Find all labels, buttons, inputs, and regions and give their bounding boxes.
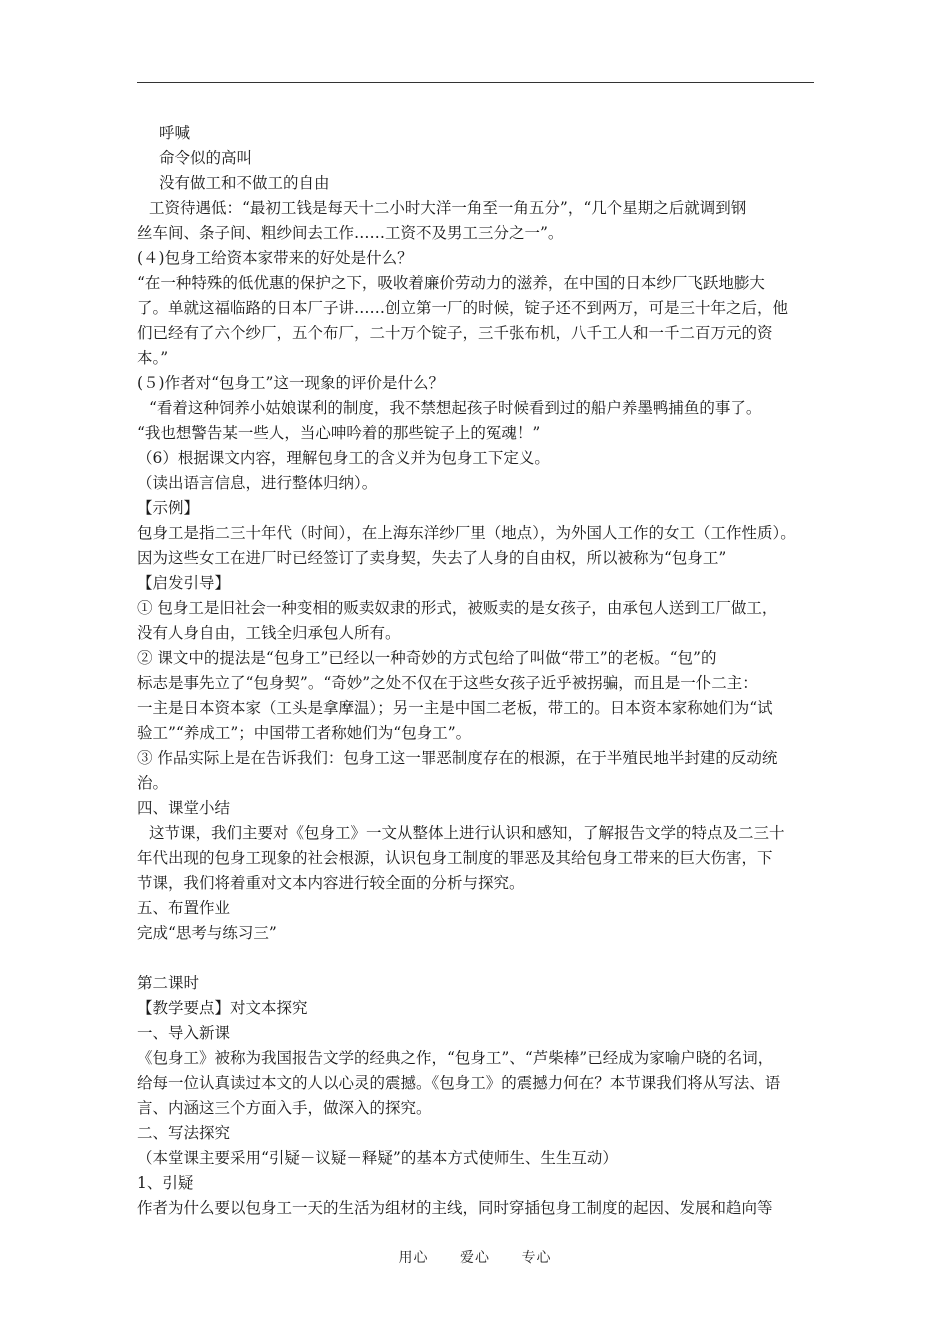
text-line: 这节课，我们主要对《包身工》一文从整体上进行认识和感知，了解报告文学的特点及二三十: [149, 824, 785, 842]
text-line: 一主是日本资本家（工头是拿摩温）；另一主是中国二老板，带工的。日本资本家称她们为“试: [137, 699, 773, 717]
text-line: 工资待遇低：“最初工钱是每天十二小时大洋一角至一角五分”，“几个星期之后就调到钢: [149, 199, 747, 217]
text-line: 《包身工》被称为我国报告文学的经典之作，“包身工”、“芦柴棒”已经成为家喻户晓的名词，: [137, 1049, 774, 1067]
text-line: “在一种特殊的低优惠的保护之下，吸收着廉价劳动力的滋养，在中国的日本纱厂飞跃地膨大: [137, 274, 765, 292]
text-line: 节课，我们将着重对文本内容进行较全面的分析与探究。: [137, 874, 525, 892]
question-heading: (５)作者对“包身工”这一现象的评价是什么？: [137, 374, 444, 392]
text-line: 因为这些女工在进厂时已经签订了卖身契，失去了人身的自由权，所以被称为“包身工”: [137, 549, 727, 567]
text-line: 呼喊: [159, 124, 191, 142]
text-line: 了。单就这福临路的日本厂子讲……创立第一厂的时候，锭子还不到两万，可是三十年之后，他: [137, 299, 789, 317]
text-line: 没有做工和不做工的自由: [159, 174, 330, 192]
section-heading: 五、布置作业: [137, 899, 231, 917]
text-line: （本堂课主要采用“引疑－议疑－释疑”的基本方式使师生、生生互动）: [137, 1149, 618, 1167]
text-line: 丝车间、条子间、粗纱间去工作……工资不及男工三分之一”。: [137, 224, 564, 242]
subsection-heading: 1、引疑: [137, 1174, 194, 1192]
header-rule: [137, 82, 814, 83]
text-line: “看着这种饲养小姑娘谋利的制度，我不禁想起孩子时候看到过的船户养墨鸭捕鱼的事了。: [149, 399, 762, 417]
text-line: 们已经有了六个纱厂，五个布厂，二十万个锭子，三千张布机，八千工人和一千二百万元的资: [137, 324, 773, 342]
text-line: 给每一位认真读过本文的人以心灵的震撼。《包身工》的震撼力何在？本节课我们将从写法、语: [137, 1074, 781, 1092]
text-line: 言、内涵这三个方面入手，做深入的探究。: [137, 1099, 432, 1117]
section-heading: 二、写法探究: [137, 1124, 231, 1142]
text-line: 命令似的高叫: [159, 149, 253, 167]
text-line: ③ 作品实际上是在告诉我们：包身工这一罪恶制度存在的根源，在于半殖民地半封建的反动统: [137, 749, 778, 767]
text-line: 标志是事先立了“包身契”。“奇妙”之处不仅在于这些女孩子近乎被拐骗，而且是一仆二主：: [137, 674, 758, 692]
text-line: ② 课文中的提法是“包身工”已经以一种奇妙的方式包给了叫做“带工”的老板。“包”的: [137, 649, 717, 667]
question-heading: (４)包身工给资本家带来的好处是什么？: [137, 249, 413, 267]
section-heading: 四、课堂小结: [137, 799, 231, 817]
section-label: 【启发引导】: [137, 574, 231, 592]
text-line: （读出语言信息，进行整体归纳）。: [137, 474, 378, 492]
text-line: 治。: [137, 774, 169, 792]
section-label: 【教学要点】对文本探究: [137, 999, 308, 1017]
section-heading: 一、导入新课: [137, 1024, 231, 1042]
text-line: “我也想警告某一些人，当心呻吟着的那些锭子上的冤魂！”: [137, 424, 541, 442]
text-line: ① 包身工是旧社会一种变相的贩卖奴隶的形式，被贩卖的是女孩子，由承包人送到工厂做工，: [137, 599, 778, 617]
blank-line: [137, 946, 817, 971]
text-line: 作者为什么要以包身工一天的生活为组材的主线，同时穿插包身工制度的起因、发展和趋向等: [137, 1199, 773, 1217]
question-heading: （6）根据课文内容，理解包身工的含义并为包身工下定义。: [137, 449, 550, 467]
text-line: 年代出现的包身工现象的社会根源，认识包身工制度的罪恶及其给包身工带来的巨大伤害，下: [137, 849, 773, 867]
text-line: 包身工是指二三十年代（时间），在上海东洋纱厂里（地点），为外国人工作的女工（工作性质）。: [137, 524, 796, 542]
text-line: 没有人身自由，工钱全归承包人所有。: [137, 624, 401, 642]
lesson-title: 第二课时: [137, 974, 200, 992]
page-footer: 用心 爱心 专心: [398, 1250, 552, 1266]
document-body: [137, 121, 817, 1221]
text-line: 本。”: [137, 349, 169, 367]
text-line: 验工”“养成工”；中国带工者称她们为“包身工”。: [137, 724, 472, 742]
text-line: 完成“思考与练习三”: [137, 924, 277, 942]
section-label: 【示例】: [137, 499, 200, 517]
